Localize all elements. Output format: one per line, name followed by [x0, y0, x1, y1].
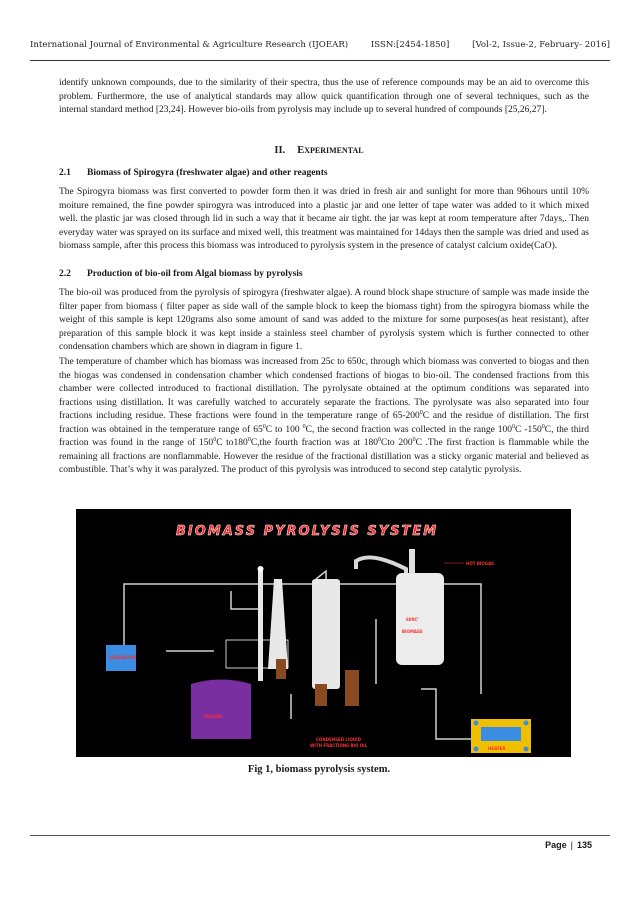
biomass-label: BIOMASS — [402, 629, 423, 634]
subsection-title: Production of bio-oil from Algal biomass by pyrolysis — [87, 269, 303, 279]
subsection-2-2-heading — [59, 269, 589, 279]
subsection-number: 2.2 — [59, 269, 71, 279]
page-label: Page — [545, 840, 567, 850]
condensation-column — [312, 579, 340, 689]
condensed-liquid-label: CONDENSED LIQUID — [316, 737, 361, 742]
section-heading — [0, 145, 638, 156]
cooler-tank — [191, 680, 251, 740]
section-title-initial: E — [297, 145, 305, 156]
condensed-liquid-label-2: WITH FRACTIONS BIO OIL — [310, 743, 368, 748]
cooler-label: COOLER — [204, 714, 223, 719]
heater-knob — [474, 747, 479, 752]
subsection-2-1-text: The Spirogyra biomass was first converted to powder form then it was dried in fresh air and sunlight for more than 96hours until 10% moiture remained, the fine powder spirogyra was introduced into a plastic jar and one letter of tape water was added to it which mixed well. the plastic jar was closed through lid in such a way that it became air tight. the jar was kept at room temperature after 7days,. Then everyday water was sprayed on its surface and mixed well, this treatment was maintained for 14days then the sample was dried and used as biomass sample, after this process this biomass was introduced to pyrolysis system in the presence of catalyst calcium oxide(CaO). — [59, 187, 589, 251]
subsection-2-1-heading — [59, 168, 589, 178]
hot-biogas-label: HOT BIOGAS — [466, 561, 495, 566]
pyrolysis-diagram — [76, 509, 571, 757]
heater-knob — [474, 721, 479, 726]
thermometer-bulb — [258, 566, 264, 572]
reactor-inlet — [409, 549, 415, 573]
collector-flask-3 — [345, 670, 359, 706]
header-divider — [30, 60, 610, 61]
pyrolysis-reactor — [396, 573, 444, 665]
condenser-cone — [268, 579, 288, 669]
figure-caption: Fig 1, biomass pyrolysis system. — [247, 764, 391, 775]
page-separator: | — [570, 840, 573, 850]
volume-issue: [Vol-2, Issue-2, February- 2016] — [472, 40, 610, 50]
heater-knob — [524, 747, 529, 752]
footer-divider — [30, 835, 610, 836]
running-header — [30, 40, 610, 50]
diagram-title: BIOMASS PYROLYSIS SYSTEM — [176, 524, 439, 539]
heater-knob — [524, 721, 529, 726]
biomass-temp: 600C° — [406, 617, 420, 622]
subsection-2-2-text-2: The temperature of chamber which has biomass was increased from 25c to 650c, through which biomass was converted to biogas and then the biogas was condensed in condensation chamber which condensed fractions of biogas to bio-oil. The condensed fractions from this chamber were collected introduced to fractional distillation. The pyrolysate obtained at the optimum conditions was separated into fractions using distillation. It was carefully watched to accurately separate the fractions. The pyrolysate was also separated into four fractions including residue. These fractions were found in the temperature range of $65-200^0C$ and the residue of distillation. The first fraction was obtained in the temperature range of $65^0C$ to 100 $^0$C, the second fraction was collected in the range $100^0C$ $-150^0C$, the third fraction was found in the range of $150^0C$ $to180^0C,the$ fourth fraction was at $180^0Cto$ $200^0C$ .The first fraction is flammable while the remaining all fractions are nonflammable. However the residue of the fractional distillation was a sticky organic material and believed as combustible. That’s why it was paralyzed. The product of this pyrolysis was introduced to second step catalytic pyrolysis. — [59, 357, 590, 475]
collector-flask-1 — [276, 659, 286, 679]
collector-flask-2 — [315, 684, 327, 706]
section-title-rest: XPERIMENTAL — [304, 146, 364, 155]
subsection-2-2-text-1: The bio-oil was produced from the pyrolysis of spirogyra (freshwater algae). A round block shape structure of sample was made inside the filter paper from biomass ( filter paper as side wall of the sample block to keep the biomass tight) from the spirogyra biomass while the weight of this sample is kept 120grams also some amount of sand was added to the mixture for some purposes(as heat resistant), after preparation of this sample block it was kept inside a stainless steel chamber of pyrolysis system which is further connected to other condensation chambers which are shown in diagram in figure 1. — [59, 288, 589, 352]
subsection-title: Biomass of Spirogyra (freshwater algae) and other reagents — [87, 168, 328, 178]
intro-paragraph: identify unknown compounds, due to the similarity of their spectra, thus the use of reference compounds may be an aid to overcome this problem. Furthermore, the use of analytical standards may allow quick quantification through one of several techniques, such as the internal standard method [23,24]. However bio-oils from pyrolysis may include up to several hundred of compounds [25,26,27]. — [59, 78, 589, 115]
issn: ISSN:[2454-1850] — [370, 40, 450, 50]
thermometer-column — [258, 571, 263, 681]
subsection-number: 2.1 — [59, 168, 71, 178]
section-number: II. — [274, 145, 286, 156]
heater-panel — [481, 727, 521, 741]
page-number: 135 — [576, 840, 592, 850]
page-footer — [545, 840, 592, 850]
generator-label: GENERATOR — [109, 655, 137, 660]
heater-label: HEATER — [488, 746, 506, 751]
reactor-pipe — [356, 557, 406, 577]
journal-name: International Journal of Environmental & Agriculture Research (IJOEAR) — [30, 40, 349, 50]
pyrolysis-diagram-svg — [76, 509, 571, 757]
